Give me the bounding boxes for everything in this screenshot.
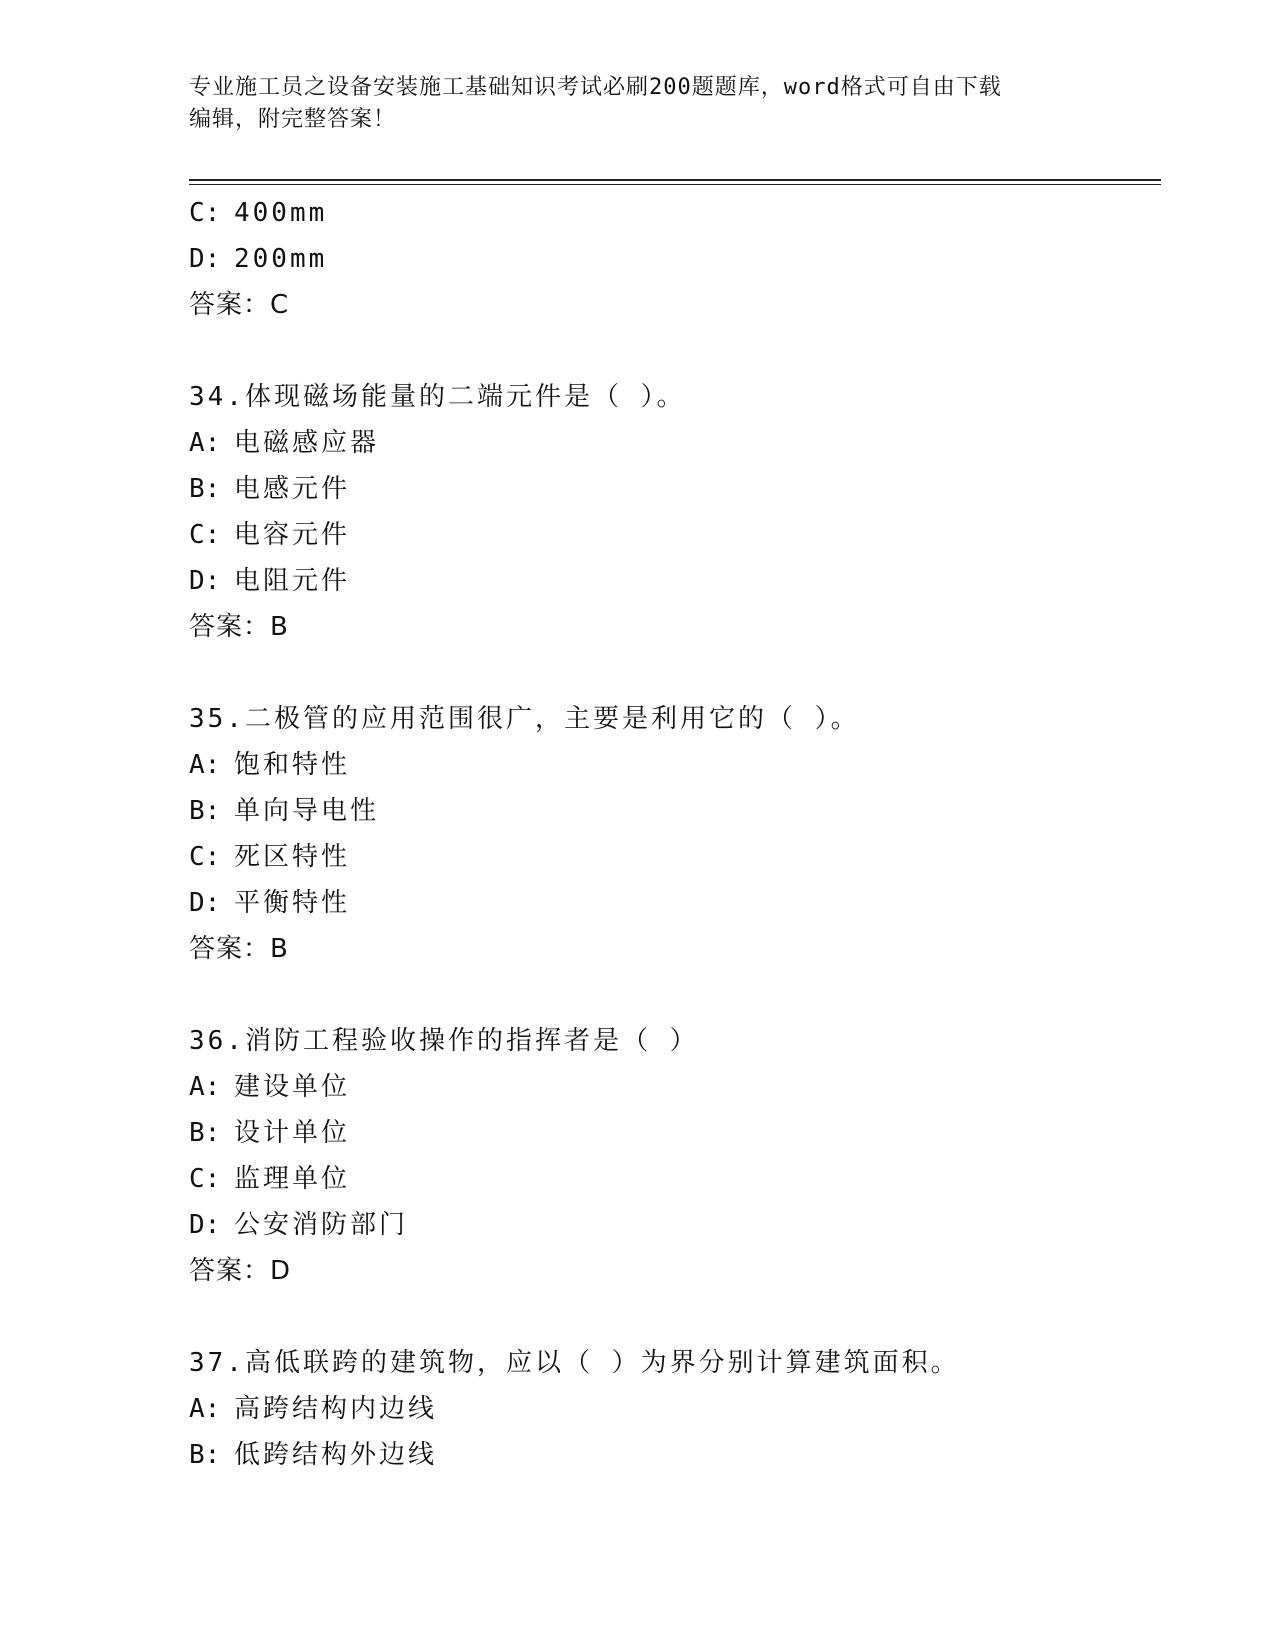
option-letter: C: — [189, 1164, 221, 1194]
option-text: 死区特性 — [234, 842, 351, 872]
option-row — [189, 190, 1149, 236]
option-text: 电磁感应器 — [234, 428, 380, 458]
option-text: 饱和特性 — [234, 750, 351, 780]
spacer — [189, 1294, 1149, 1340]
option-letter: A: — [189, 1394, 221, 1424]
option-letter: A: — [189, 1072, 221, 1102]
option-text: 电容元件 — [234, 520, 351, 550]
header-title-line-2: 编辑，附完整答案！ — [189, 107, 397, 132]
option-row — [189, 880, 1149, 926]
question-stem: 35.二极管的应用范围很广，主要是利用它的（ ）。 — [189, 704, 860, 734]
option-letter: D: — [189, 244, 221, 274]
option-letter: D: — [189, 888, 221, 918]
spacer — [189, 972, 1149, 1018]
option-letter: D: — [189, 1210, 221, 1240]
option-row — [189, 742, 1149, 788]
document-header — [189, 72, 1079, 136]
option-text: 电感元件 — [234, 474, 351, 504]
option-letter: B: — [189, 1440, 221, 1470]
option-text: 设计单位 — [234, 1118, 351, 1148]
spacer — [189, 650, 1149, 696]
option-letter: B: — [189, 1118, 221, 1148]
option-text: 200mm — [234, 244, 328, 274]
option-letter: C: — [189, 842, 221, 872]
question-stem: 37.高低联跨的建筑物，应以（ ）为界分别计算建筑面积。 — [189, 1348, 960, 1378]
question-list — [189, 190, 1149, 1478]
option-letter: A: — [189, 750, 221, 780]
option-text: 平衡特性 — [234, 888, 351, 918]
option-row — [189, 420, 1149, 466]
option-text: 建设单位 — [234, 1072, 351, 1102]
option-row — [189, 1202, 1149, 1248]
answer-line: 答案：D — [189, 1256, 292, 1286]
option-row — [189, 1432, 1149, 1478]
option-text: 电阻元件 — [234, 566, 351, 596]
option-letter: D: — [189, 566, 221, 596]
header-divider-thick — [189, 179, 1161, 181]
answer-line: 答案：B — [189, 612, 289, 642]
option-letter: C: — [189, 520, 221, 550]
option-text: 单向导电性 — [234, 796, 380, 826]
option-text: 监理单位 — [234, 1164, 351, 1194]
option-text: 高跨结构内边线 — [234, 1394, 438, 1424]
option-row — [189, 236, 1149, 282]
option-row — [189, 558, 1149, 604]
option-row — [189, 512, 1149, 558]
option-row — [189, 834, 1149, 880]
header-divider-thin — [189, 184, 1161, 185]
option-row — [189, 466, 1149, 512]
spacer — [189, 328, 1149, 374]
option-text: 公安消防部门 — [234, 1210, 409, 1240]
option-text: 400mm — [234, 198, 328, 228]
option-row — [189, 1110, 1149, 1156]
header-title-line-1: 专业施工员之设备安装施工基础知识考试必刷200题题库，word格式可自由下载 — [189, 75, 1002, 100]
option-row — [189, 1386, 1149, 1432]
option-letter: B: — [189, 474, 221, 504]
option-letter: A: — [189, 428, 221, 458]
option-text: 低跨结构外边线 — [234, 1440, 438, 1470]
option-row — [189, 788, 1149, 834]
question-stem: 34.体现磁场能量的二端元件是（ ）。 — [189, 382, 686, 412]
answer-line: 答案：B — [189, 934, 289, 964]
answer-line: 答案：C — [189, 290, 290, 320]
option-letter: B: — [189, 796, 221, 826]
question-stem: 36.消防工程验收操作的指挥者是（ ） — [189, 1026, 699, 1056]
option-row — [189, 1156, 1149, 1202]
option-row — [189, 1064, 1149, 1110]
option-letter: C: — [189, 198, 221, 228]
